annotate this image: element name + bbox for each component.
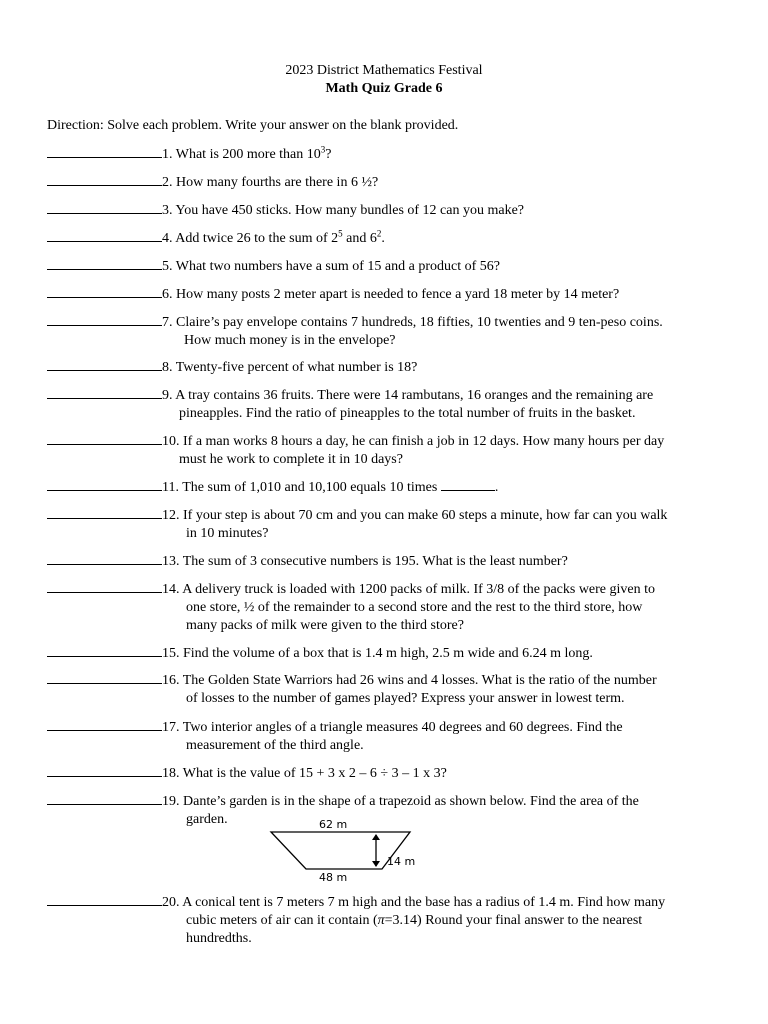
question-number: 8. [162, 360, 173, 375]
question-text: You have 450 sticks. How many bundles of 12 can you make? [175, 203, 525, 218]
question-text: The Golden State Warriors had 26 wins and 4 losses. What is the ratio of the number [182, 673, 657, 688]
question-9 [47, 385, 747, 423]
arrow-head-down [372, 861, 380, 867]
answer-blank[interactable] [47, 892, 162, 906]
question-number: 18. [162, 766, 180, 781]
question-text: Find the volume of a box that is 1.4 m high, 2.5 m wide and 6.24 m long. [183, 646, 593, 661]
question-text-continued: of losses to the number of games played? Express your answer in lowest term. [186, 691, 625, 706]
answer-blank[interactable] [47, 284, 162, 298]
question-number: 1. [162, 147, 173, 162]
question-text: What is the value of 15 + 3 x 2 – 6 ÷ 3 – 1 x 3? [182, 766, 447, 781]
answer-blank[interactable] [47, 172, 162, 186]
question-text: How many fourths are there in 6 ½? [176, 175, 379, 190]
header [0, 62, 768, 98]
exponent: 3 [320, 144, 326, 155]
question-1: 1. What is 200 more than $10^3$? [47, 144, 747, 164]
question-number: 14. [162, 582, 180, 597]
question-text-continued: one store, ½ of the remainder to a second store and the rest to the third store, how [186, 600, 643, 615]
pi-symbol: π [377, 913, 385, 928]
question-text: A conical tent is 7 meters 7 m high and the base has a radius of 1.4 m. Find how many [182, 895, 666, 910]
question-11: 11. The sum of 1,010 and 10,100 equals 10 times . [47, 477, 747, 497]
answer-blank[interactable] [47, 385, 162, 399]
answer-blank[interactable] [47, 200, 162, 214]
question-2 [47, 172, 747, 192]
answer-blank[interactable] [47, 357, 162, 371]
question-16 [47, 670, 747, 708]
question-text: Twenty-five percent of what number is 18? [175, 360, 418, 375]
question-number: 12. [162, 508, 180, 523]
answer-blank[interactable] [47, 256, 162, 270]
question-18 [47, 763, 747, 783]
bottom-base-label: 48 m [319, 871, 348, 884]
answer-blank[interactable] [47, 717, 162, 731]
question-text-continued: hundredths. [186, 931, 252, 946]
question-number: 6. [162, 287, 173, 302]
question-text: A tray contains 36 fruits. There were 14 rambutans, 16 oranges and the remaining are [175, 388, 654, 403]
question-text-continued: pineapples. Find the ratio of pineapples to the total number of fruits in the basket. [179, 406, 636, 421]
question-text-continued: measurement of the third angle. [186, 738, 364, 753]
question-text: A delivery truck is loaded with 1200 packs of milk. If 3/8 of the packs were given to [182, 582, 656, 597]
question-text-continued: garden. [186, 812, 228, 827]
question-text-continued: How much money is in the envelope? [184, 333, 396, 348]
question-text: Two interior angles of a triangle measures 40 degrees and 60 degrees. Find the [182, 720, 623, 735]
question-3 [47, 200, 747, 220]
answer-blank[interactable] [47, 551, 162, 565]
question-text: What two numbers have a sum of 15 and a product of 56? [175, 259, 500, 274]
question-number: 20. [162, 895, 180, 910]
answer-blank[interactable] [47, 477, 162, 491]
trapezoid-diagram [268, 815, 428, 887]
question-text: Dante’s garden is in the shape of a trapezoid as shown below. Find the area of the [183, 794, 639, 809]
question-number: 17. [162, 720, 180, 735]
answer-blank[interactable] [47, 670, 162, 684]
inline-answer-blank[interactable] [441, 477, 495, 491]
answer-blank[interactable] [47, 763, 162, 777]
question-4: 4. Add twice 26 to the sum of $2^5$ and $6^2$. [47, 228, 747, 248]
question-number: 11. [162, 480, 179, 495]
question-text-continued: many packs of milk were given to the third store? [186, 618, 464, 633]
answer-blank[interactable] [47, 505, 162, 519]
question-text: Claire’s pay envelope contains 7 hundreds, 18 fifties, 10 twenties and 9 ten-peso coins. [176, 315, 663, 330]
question-text-continued: must he work to complete it in 10 days? [179, 452, 403, 467]
question-20: 20. A conical tent is 7 meters 7 m high and the base has a radius of 1.4 m. Find how many cubic meters of air can it contain (π=3.14) Round your final answer to the nearest hundredths. [47, 892, 747, 948]
arrow-head-up [372, 834, 380, 840]
question-number: 4. [162, 231, 173, 246]
question-15 [47, 643, 747, 663]
question-text-continued: in 10 minutes? [186, 526, 269, 541]
direction-text: Direction: Solve each problem. Write your answer on the blank provided. [47, 118, 459, 133]
question-7 [47, 312, 747, 350]
question-10 [47, 431, 747, 469]
answer-blank[interactable] [47, 791, 162, 805]
answer-blank[interactable] [47, 312, 162, 326]
question-text: How many posts 2 meter apart is needed to fence a yard 18 meter by 14 meter? [176, 287, 620, 302]
answer-blank[interactable] [47, 228, 162, 242]
question-text: What is 200 more than 10 [175, 147, 321, 162]
question-number: 16. [162, 673, 180, 688]
quiz-title: Math Quiz Grade 6 [325, 81, 443, 96]
answer-blank[interactable] [47, 643, 162, 657]
answer-blank[interactable] [47, 579, 162, 593]
question-text: If your step is about 70 cm and you can make 60 steps a minute, how far can you walk [183, 508, 668, 523]
festival-title: 2023 District Mathematics Festival [285, 63, 483, 78]
height-label: 14 m [387, 855, 416, 868]
question-12 [47, 505, 747, 543]
question-number: 2. [162, 175, 173, 190]
question-text-continued: cubic meters of air can it contain ( [186, 913, 378, 928]
question-text: The sum of 1,010 and 10,100 equals 10 times [182, 480, 441, 495]
question-number: 7. [162, 315, 173, 330]
answer-blank[interactable] [47, 144, 162, 158]
top-base-label: 62 m [319, 818, 348, 831]
question-number: 5. [162, 259, 173, 274]
question-number: 13. [162, 554, 180, 569]
question-6 [47, 284, 747, 304]
answer-blank[interactable] [47, 431, 162, 445]
question-number: 15. [162, 646, 180, 661]
question-number: 10. [162, 434, 180, 449]
question-text: Add twice 26 to the sum of 2 [175, 231, 339, 246]
question-17 [47, 717, 747, 755]
question-13 [47, 551, 747, 571]
question-5 [47, 256, 747, 276]
question-14 [47, 579, 747, 635]
question-number: 3. [162, 203, 173, 218]
question-text: The sum of 3 consecutive numbers is 195. What is the least number? [182, 554, 568, 569]
question-number: 19. [162, 794, 180, 809]
question-number: 9. [162, 388, 173, 403]
question-8 [47, 357, 747, 377]
question-text: If a man works 8 hours a day, he can finish a job in 12 days. How many hours per day [183, 434, 665, 449]
